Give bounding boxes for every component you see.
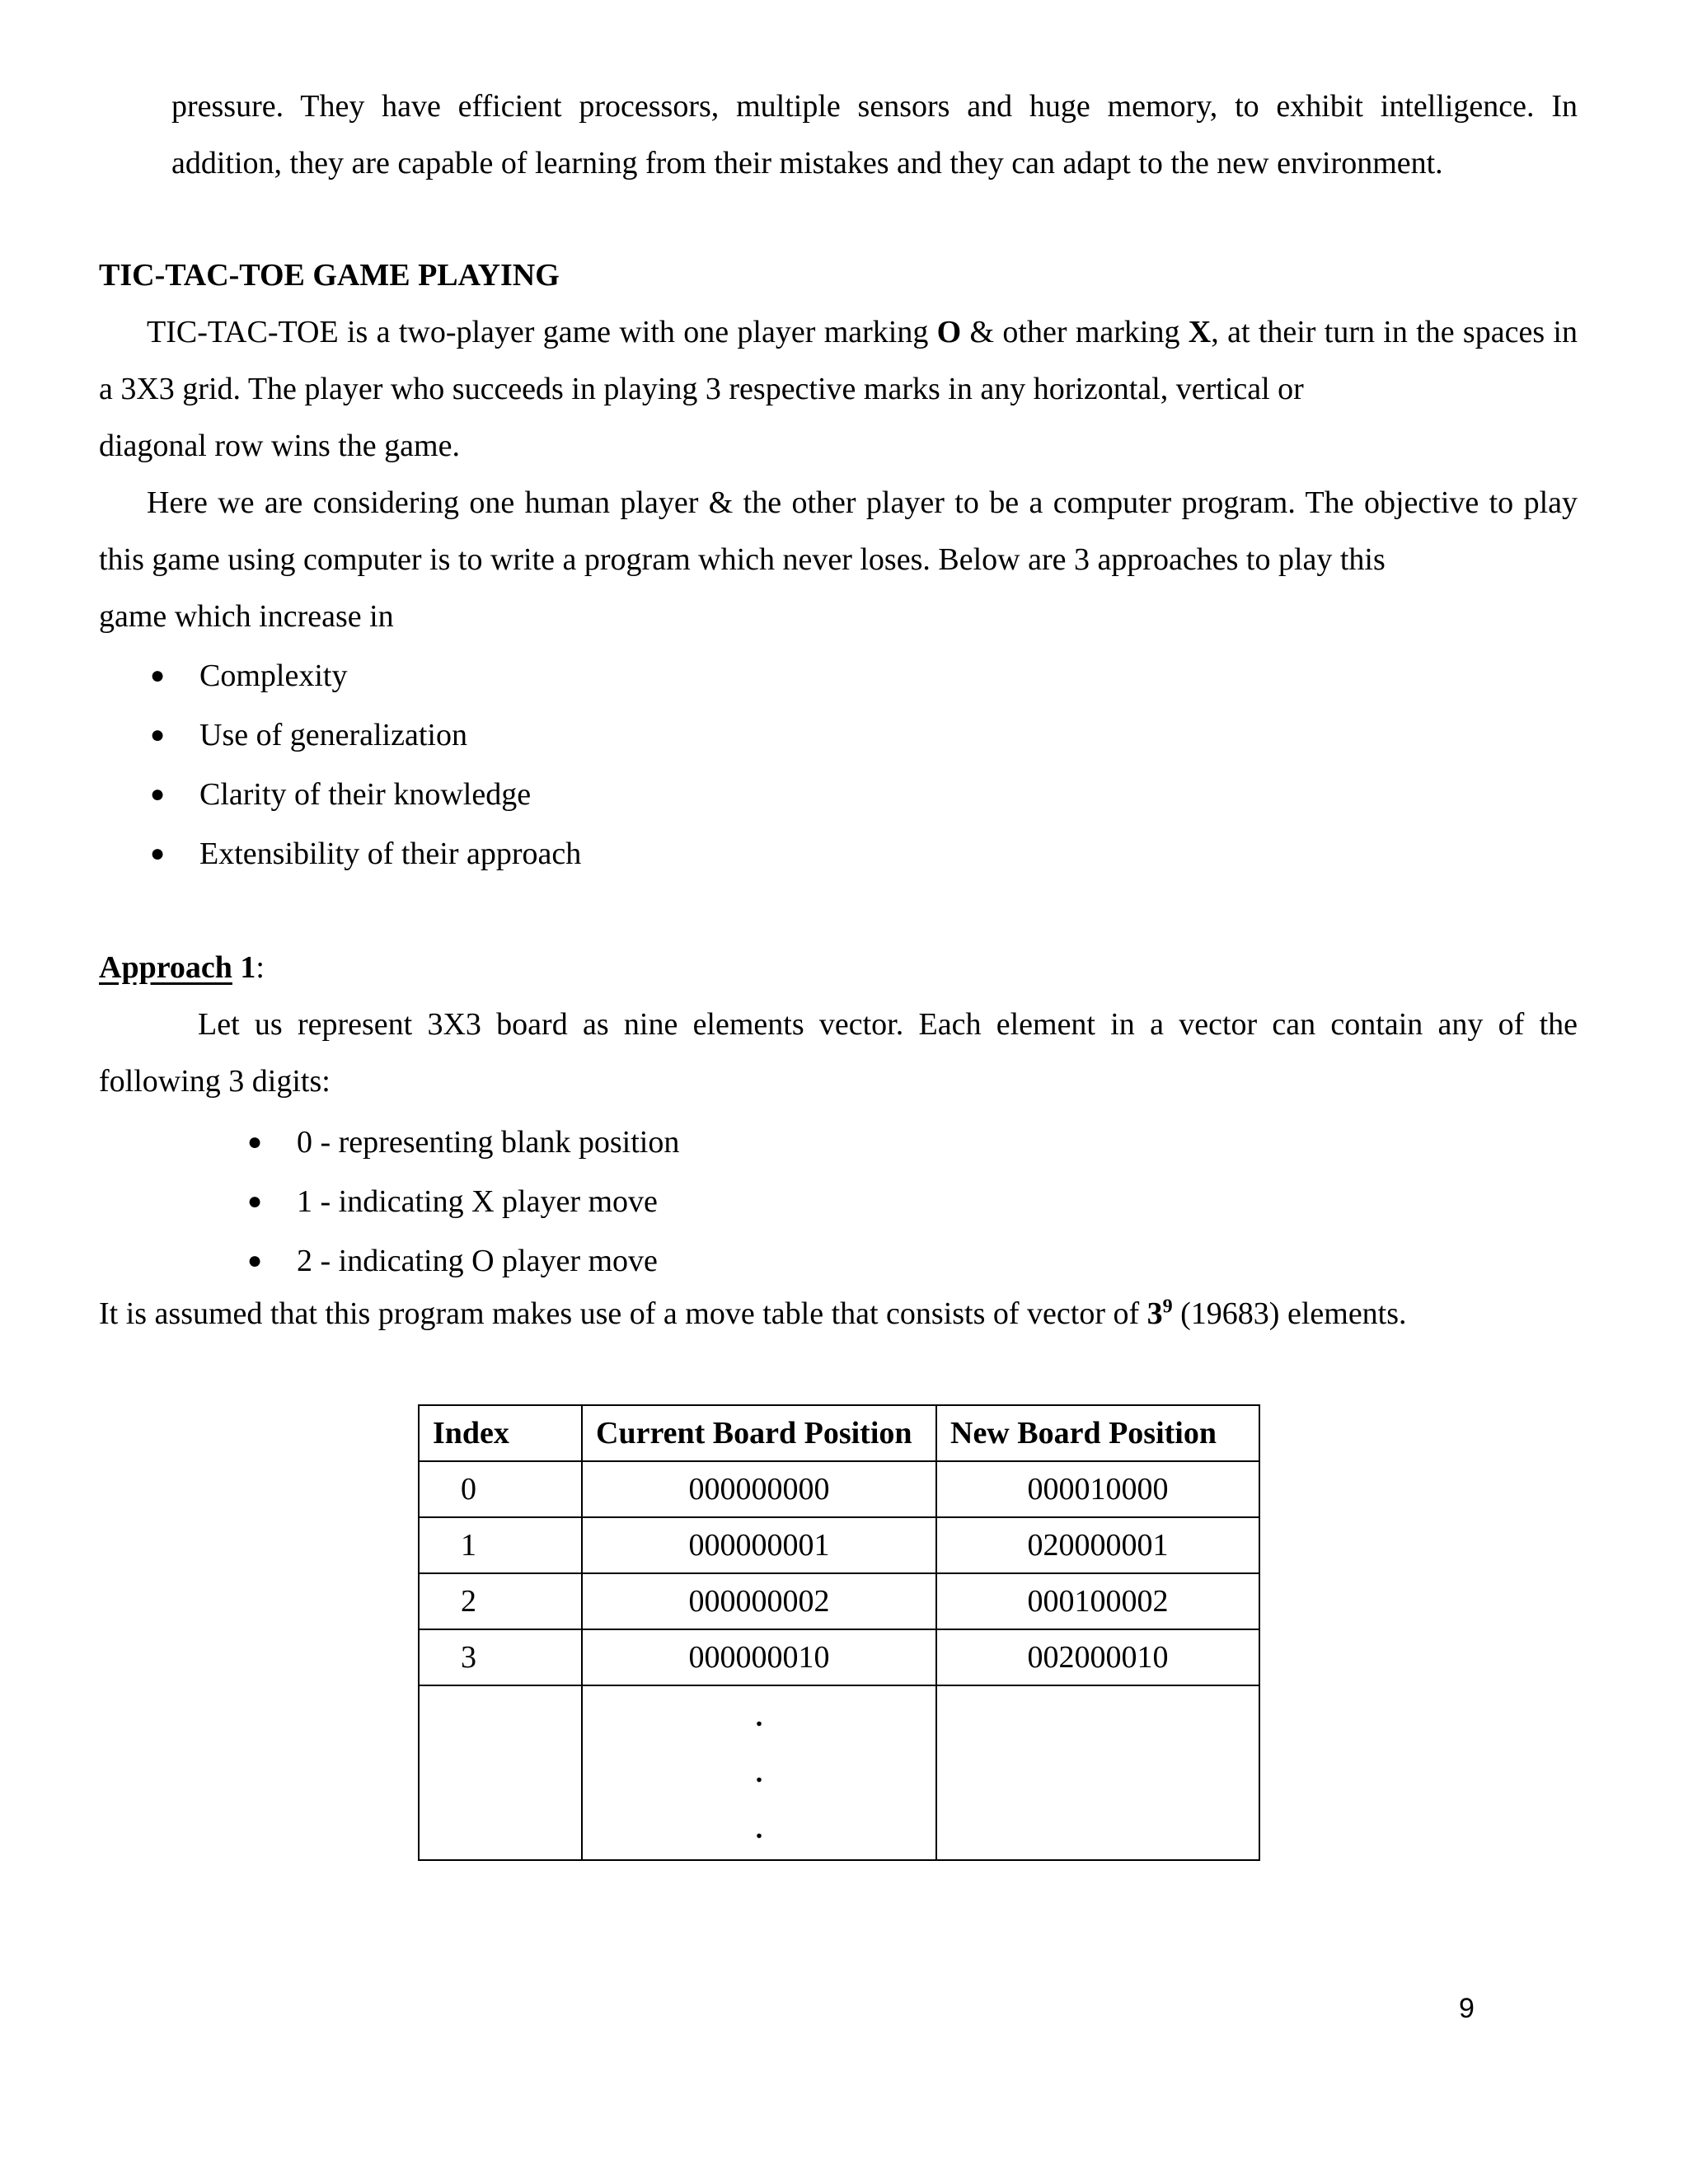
assumption-text-a: It is assumed that this program makes use of a move table that consists of vector of <box>99 1296 1147 1331</box>
table-cell-current: 000000001 <box>582 1517 936 1573</box>
rules-text-last: diagonal row wins the game. <box>99 429 460 463</box>
table-cell-current: 000000010 <box>582 1629 936 1685</box>
column-header-new: New Board Position <box>936 1405 1259 1461</box>
paragraph-objective <box>99 475 1578 645</box>
approach-colon: : <box>256 950 265 985</box>
bullet-icon: ● <box>150 662 166 689</box>
objective-text: Here we are considering one human player & the other player to be a computer program. The objective to play this game using computer is to write a program which never loses. Below are 3 approaches to play this <box>99 485 1578 577</box>
list-item-text: 2 - indicating O player move <box>297 1244 658 1278</box>
list-item-text: Extensibility of their approach <box>199 837 582 871</box>
intro-paragraph <box>171 78 1578 192</box>
list-item <box>247 1231 989 1291</box>
table-cell-empty <box>936 1685 1259 1860</box>
page-number: 9 <box>1459 1993 1475 2024</box>
ellipsis-dot: . <box>755 1702 763 1732</box>
intro-line-1: pressure. They have efficient processors, multiple sensors and huge memory, to exhibit intelligence. In <box>171 89 1578 124</box>
list-item <box>150 705 809 765</box>
table-cell-new: 002000010 <box>936 1629 1259 1685</box>
approach-label: Approach <box>99 950 232 985</box>
column-header-index: Index <box>419 1405 582 1461</box>
list-item-text: 1 - indicating X player move <box>297 1184 658 1219</box>
bullet-icon: ● <box>150 780 166 808</box>
table-header-row <box>419 1405 1259 1461</box>
criteria-list <box>150 646 809 883</box>
table-row <box>419 1573 1259 1629</box>
list-item <box>150 824 809 883</box>
rules-text-a: TIC-TAC-TOE is a two-player game with one player marking <box>147 315 937 349</box>
approach-heading <box>99 940 265 996</box>
paragraph-rules <box>99 304 1578 475</box>
list-item-text: Clarity of their knowledge <box>199 777 532 812</box>
bullet-icon: ● <box>247 1247 263 1274</box>
assumption-sentence <box>99 1286 1578 1343</box>
table-cell-index: 2 <box>419 1573 582 1629</box>
table-cell-current: 000000002 <box>582 1573 936 1629</box>
list-item <box>150 765 809 824</box>
move-table <box>418 1404 1260 1861</box>
list-item-text: Use of generalization <box>199 718 467 752</box>
assumption-text-b: (19683) elements. <box>1172 1296 1407 1331</box>
table-cell-ellipsis <box>582 1685 936 1860</box>
table-row <box>419 1517 1259 1573</box>
table-cell-new: 000010000 <box>936 1461 1259 1517</box>
table-cell-index: 1 <box>419 1517 582 1573</box>
objective-text-last: game which increase in <box>99 599 394 634</box>
power-base: 3 <box>1146 1296 1163 1331</box>
digits-list <box>247 1113 989 1291</box>
bullet-icon: ● <box>247 1128 263 1155</box>
list-item <box>247 1172 989 1231</box>
table-cell-empty <box>419 1685 582 1860</box>
approach-number: 1 <box>240 950 256 985</box>
table-row-ellipsis <box>419 1685 1259 1860</box>
table-cell-current: 000000000 <box>582 1461 936 1517</box>
intro-line-2: addition, they are capable of learning from their mistakes and they can adapt to the new environment. <box>171 146 1443 180</box>
list-item <box>150 646 809 705</box>
table-cell-new: 000100002 <box>936 1573 1259 1629</box>
power-exponent: 9 <box>1162 1296 1173 1318</box>
mark-x: X <box>1188 315 1212 349</box>
ellipsis-dot: . <box>755 1814 763 1844</box>
approach-text: Let us represent 3X3 board as nine elements vector. Each element in a vector can contain any of the <box>198 1007 1578 1042</box>
list-item <box>247 1113 989 1172</box>
ellipsis-dot: . <box>755 1758 763 1788</box>
section-heading: TIC-TAC-TOE GAME PLAYING <box>99 258 560 293</box>
table-cell-index: 3 <box>419 1629 582 1685</box>
bullet-icon: ● <box>247 1188 263 1215</box>
approach-text-last: following 3 digits: <box>99 1064 331 1099</box>
rules-text-c: , at their turn in the spaces in a 3X3 grid. The player who succeeds in playing 3 respective marks in any horizontal, vertical or <box>99 315 1578 406</box>
mark-o: O <box>936 315 962 349</box>
table-cell-new: 020000001 <box>936 1517 1259 1573</box>
list-item-text: Complexity <box>199 658 348 693</box>
list-item-text: 0 - representing blank position <box>297 1125 680 1160</box>
rules-text-b: & other marking <box>961 315 1189 349</box>
table-row <box>419 1461 1259 1517</box>
approach-paragraph <box>99 996 1578 1110</box>
column-header-current: Current Board Position <box>582 1405 936 1461</box>
table-cell-index: 0 <box>419 1461 582 1517</box>
bullet-icon: ● <box>150 840 166 867</box>
bullet-icon: ● <box>150 721 166 748</box>
table-row <box>419 1629 1259 1685</box>
